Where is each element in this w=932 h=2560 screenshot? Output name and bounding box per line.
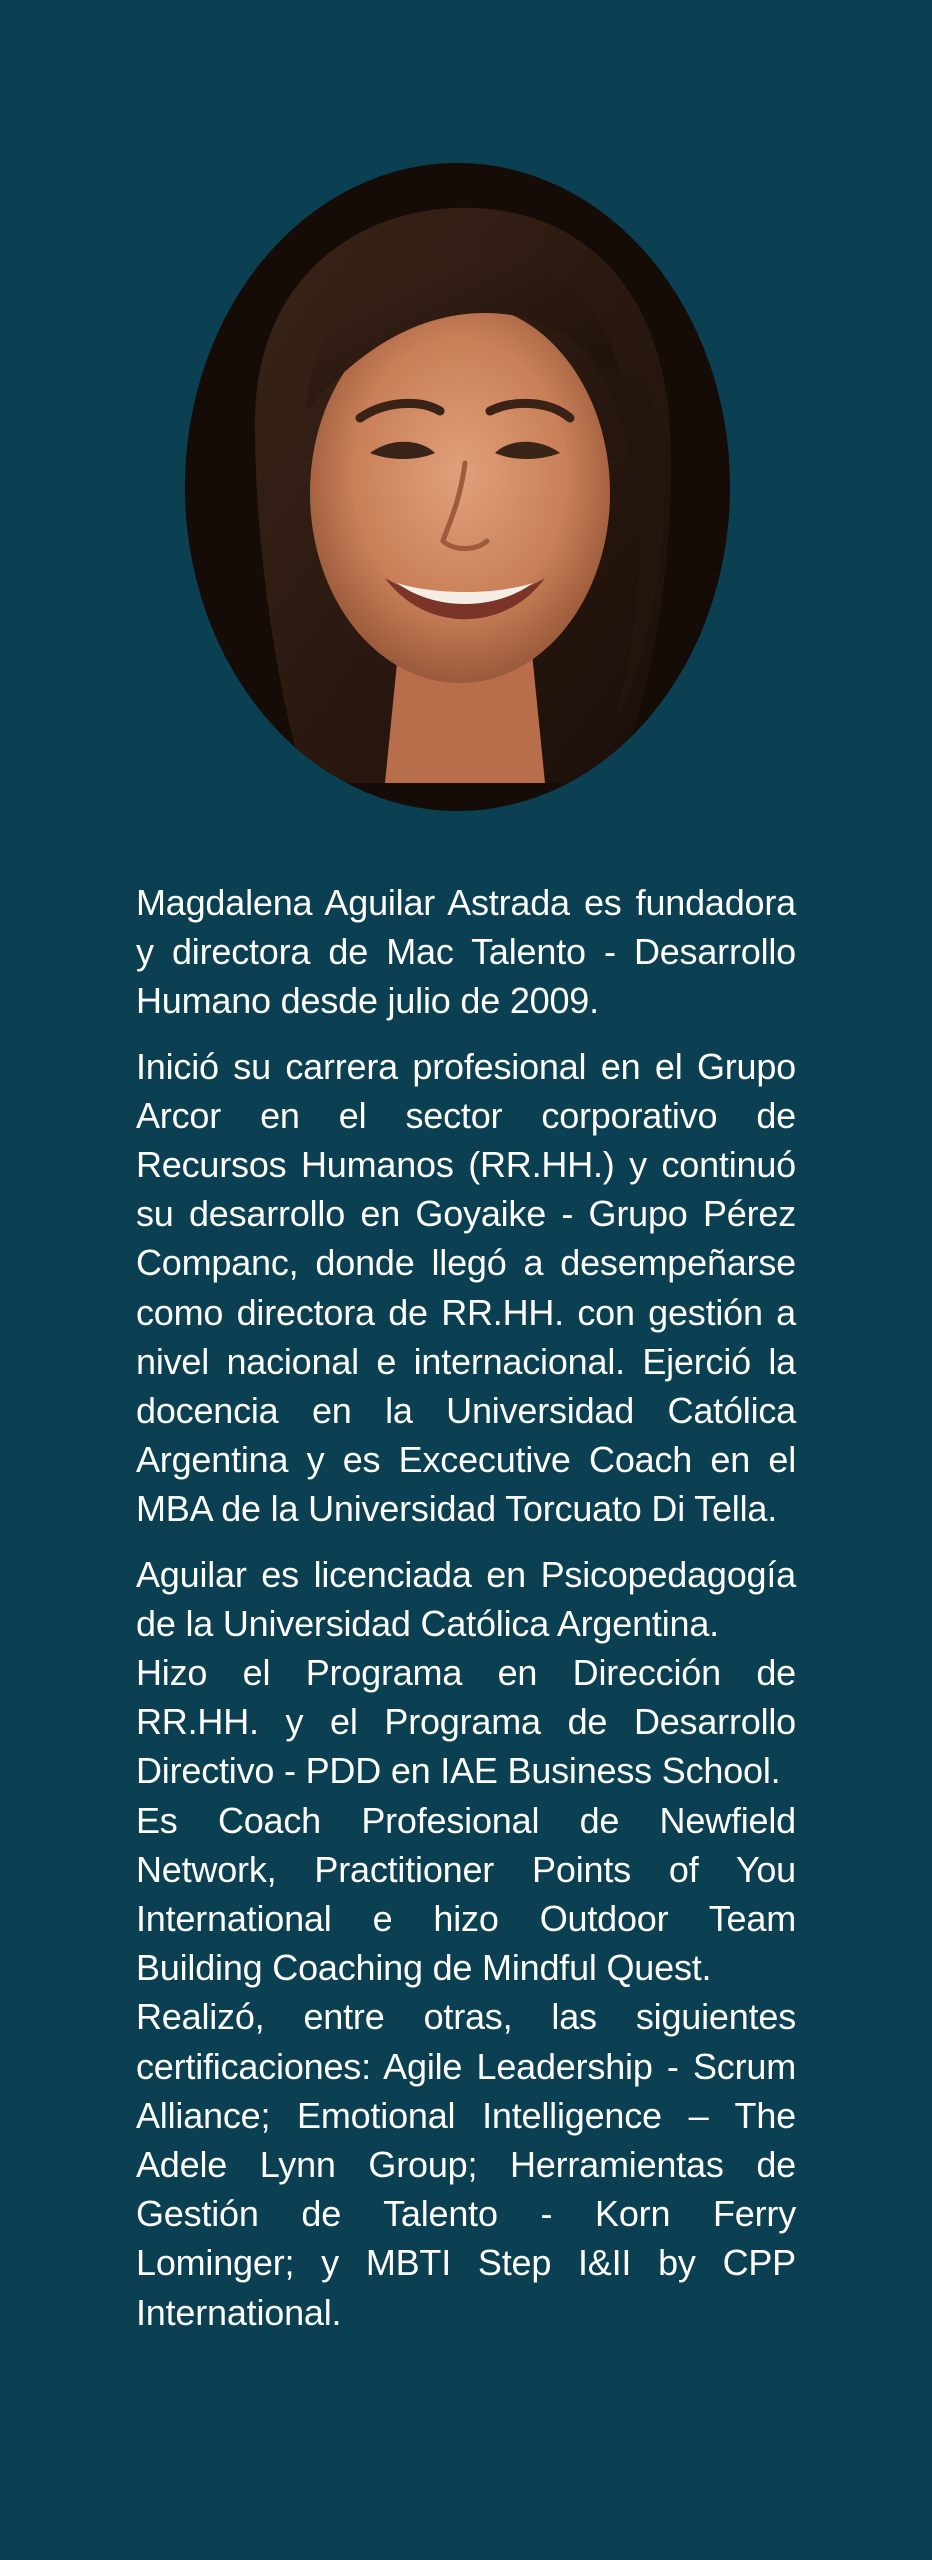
author-portrait <box>185 163 730 811</box>
bio-paragraph-coaching: Es Coach Profesional de Newfield Network, Practitioner Points of You International e hizo Outdoor Team Building Coaching de Mindful Quest. <box>136 1799 796 1989</box>
portrait-illustration <box>185 163 730 811</box>
bio-paragraph-programs: Hizo el Programa en Dirección de RR.HH. y el Programa de Desarrollo Directivo - PDD en IAE Business School. <box>136 1652 796 1792</box>
bio-paragraph-certifications: Realizó, entre otras, las siguientes certificaciones: Agile Leadership - Scrum Alliance; Emotional Intelligence – The Adele Lynn Group; Herramientas de Gestión de Talento - Korn Ferry Lominger; y MBTI Step I&II by CPP International. <box>136 1996 796 2333</box>
bio-text <box>136 878 796 2337</box>
bio-paragraph-degree: Aguilar es licenciada en Psicopedagogía de la Universidad Católica Argentina. <box>136 1553 796 1644</box>
bio-paragraph-career: Inició su carrera profesional en el Grupo Arcor en el sector corporativo de Recursos Humanos (RR.HH.) y continuó su desarrollo en Goyaike - Grupo Pérez Companc, donde llegó a desempeñarse como directora de RR.HH. con gestión a nivel nacional e internacional. Ejerció la docencia en la Universidad Católica Argentina y es Excecutive Coach en el MBA de la Universidad Torcuato Di Tella. <box>136 1045 796 1530</box>
bio-paragraph-founder: Magdalena Aguilar Astrada es fundadora y directora de Mac Talento - Desarrollo Humano desde julio de 2009. <box>136 882 796 1022</box>
